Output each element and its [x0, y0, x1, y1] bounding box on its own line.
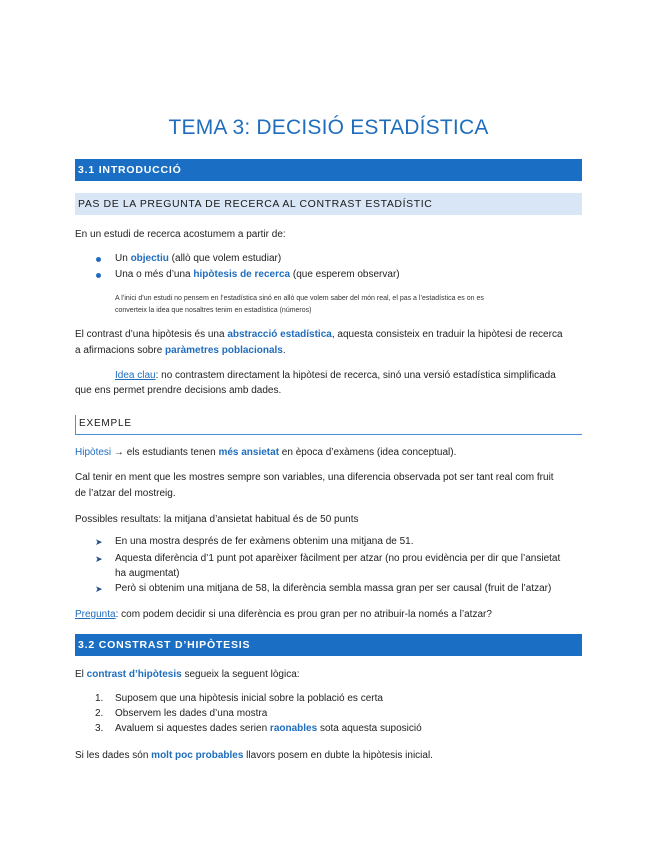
resultat-2-line-2: ha augmentat)	[115, 568, 180, 579]
step-1: Suposem que una hipòtesis inicial sobre la població es certa	[115, 693, 383, 704]
pregunta-line: Pregunta: com podem decidir si una diferència es prou gran per no atribuir-la només a l’atzar?	[75, 609, 492, 620]
section-heading-3-2: 3.2 CONSTRAST D’HIPÒTESIS	[75, 634, 582, 656]
bullet-dot-icon	[96, 257, 101, 262]
subheading-pas-pregunta: PAS DE LA PREGUNTA DE RECERCA AL CONTRAST ESTADÍSTIC	[75, 193, 582, 215]
possibles-resultats: Possibles resultats: la mitjana d’ansietat habitual és de 50 punts	[75, 514, 359, 525]
step-2: Observem les dades d’una mostra	[115, 708, 268, 719]
pregunta-link[interactable]: Pregunta	[75, 609, 116, 620]
list-number: 3.	[95, 723, 104, 734]
resultat-2-line-1: Aquesta diferència d’1 punt pot aparèixer fàcilment per atzar (no prou evidència per dir que l’ansietat	[115, 553, 561, 564]
note-line-1: A l’inici d’un estudi no pensem en l’estadística sinó en allò que volem saber del món real, el pas a l’estadística es on es	[115, 295, 484, 302]
cal-tenir-line-2: de l’atzar del mostreig.	[75, 488, 176, 499]
hipotesi-line: Hipòtesi → els estudiants tenen més ansietat en època d’exàmens (idea conceptual).	[75, 447, 457, 458]
final-paragraph: Si les dades són molt poc probables llavors posem en dubte la hipòtesis inicial.	[75, 750, 433, 761]
contrast-paragraph-line-1: El contrast d’una hipòtesis és una abstracció estadística, aquesta consisteix en traduir la hipòtesi de recerca	[75, 329, 563, 340]
page-title: TEMA 3: DECISIÓ ESTADÍSTICA	[168, 116, 489, 139]
idea-clau-link[interactable]: Idea clau	[115, 370, 156, 381]
resultat-3: Però si obtenim una mitjana de 58, la diferència sembla massa gran per ser causal (fruit de l’atzar)	[115, 583, 552, 594]
idea-clau-line-1: Idea clau: no contrastem directament la hipòtesi de recerca, sinó una versió estadística simplificada	[115, 370, 556, 381]
list-number: 2.	[95, 708, 104, 719]
resultat-1: En una mostra després de fer exàmens obtenim una mitjana de 51.	[115, 536, 414, 547]
exemple-heading: EXEMPLE	[75, 415, 582, 435]
step-3: Avaluem si aquestes dades serien raonables sota aquesta suposició	[115, 723, 422, 734]
section-heading-3-1: 3.1 INTRODUCCIÓ	[75, 159, 582, 181]
bullet-objectiu: Un objectiu (allò que volem estudiar)	[115, 253, 282, 264]
note-line-2: converteix la idea que nosaltres tenim en estadística (números)	[115, 307, 312, 314]
arrow-bullet-icon: ➤	[95, 584, 103, 594]
bullet-dot-icon	[96, 273, 101, 278]
arrow-bullet-icon: ➤	[95, 537, 103, 547]
idea-clau-line-2: que ens permet prendre decisions amb dades.	[75, 385, 282, 396]
contrast-paragraph-line-2: a afirmacions sobre paràmetres poblacionals.	[75, 345, 286, 356]
arrow-bullet-icon: ➤	[95, 554, 103, 564]
list-number: 1.	[95, 693, 104, 704]
intro-paragraph: En un estudi de recerca acostumem a partir de:	[75, 229, 286, 240]
cal-tenir-line-1: Cal tenir en ment que les mostres sempre son variables, una diferencia observada pot ser tant real com fruit	[75, 472, 554, 483]
contrast-intro: El contrast d’hipòtesis segueix la seguent lògica:	[75, 669, 300, 680]
bullet-hipotesis: Una o més d’una hipòtesis de recerca (que esperem observar)	[115, 269, 400, 280]
